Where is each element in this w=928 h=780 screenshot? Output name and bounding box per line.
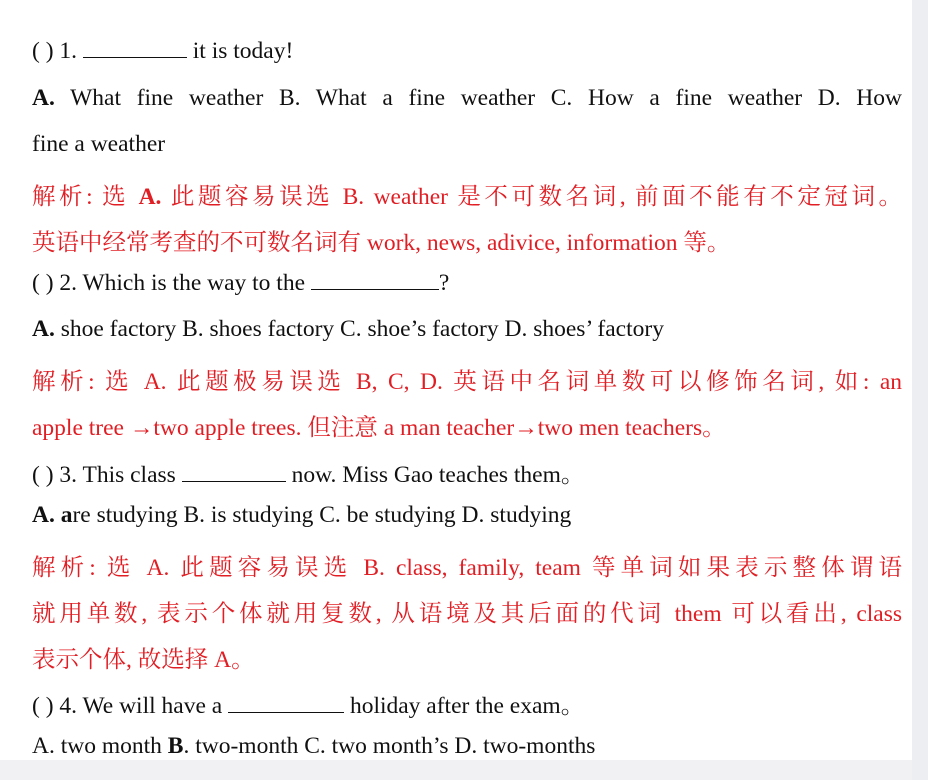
question-4-options: A. two month B. two-month C. two month’s D. two-months [32,733,596,759]
question-3-stem: ( ) 3. This class now. Miss Gao teaches them。 [32,462,585,488]
answer-blank [311,271,439,290]
question-2-analysis: 解析: 选 A. 此题极易误选 B, C, D. 英语中名词单数可以修饰名词, 如: an [32,369,902,395]
question-1-stem: ( ) 1. it is today! [32,38,294,64]
question-3-analysis-end: 表示个体, 故选择 A。 [32,647,255,673]
question-1-options-cont: fine a weather [32,131,166,157]
question-1-analysis: 解析: 选 A. 此题容易误选 B. weather 是不可数名词, 前面不能有不定冠词。 [32,184,903,210]
answer-blank [228,694,344,713]
question-3-analysis-cont: 就用单数, 表示个体就用复数, 从语境及其后面的代词 them 可以看出, class [32,601,902,627]
question-4-stem: ( ) 4. We will have a holiday after the exam。 [32,693,585,719]
answer-blank [182,463,286,482]
question-3-options: A. are studying B. is studying C. be studying D. studying [32,502,572,528]
question-3-analysis: 解析: 选 A. 此题容易误选 B. class, family, team 等单词如果表示整体谓语 [32,555,902,581]
question-1-analysis-cont: 英语中经常考查的不可数名词有 work, news, adivice, information 等。 [32,230,731,256]
question-2-analysis-cont: apple tree →two apple trees. 但注意 a man teacher→two men teachers。 [32,415,726,441]
question-2-options: A. shoe factory B. shoes factory C. shoe’s factory D. shoes’ factory [32,316,664,342]
question-1-options: A. What fine weather B. What a fine weather C. How a fine weather D. How [32,85,902,111]
answer-blank [83,39,187,58]
vertical-scrollbar[interactable] [912,0,928,780]
page-bottom-margin [0,760,912,780]
question-2-stem: ( ) 2. Which is the way to the ? [32,270,450,296]
